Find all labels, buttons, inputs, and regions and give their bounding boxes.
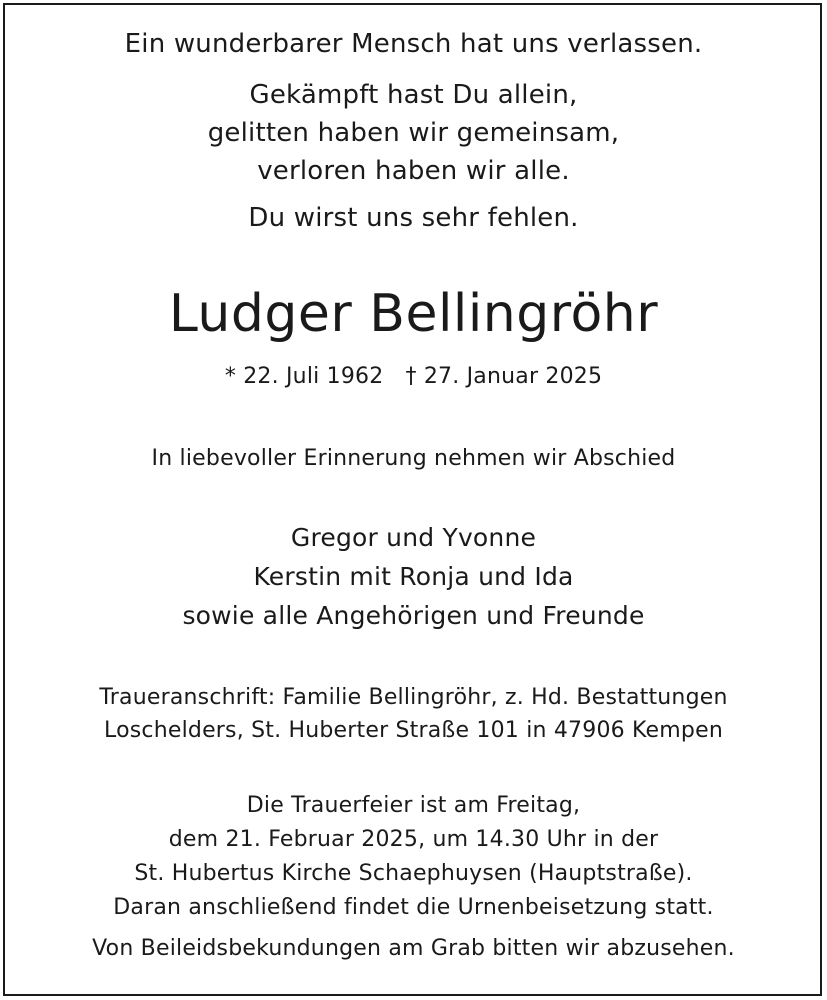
address-line-1: Traueranschrift: Familie Bellingröhr, z. Hd. Bestattungen: [99, 685, 728, 710]
ceremony-line-2: dem 21. Februar 2025, um 14.30 Uhr in der: [168, 827, 659, 852]
ceremony-line-4: Daran anschließend findet die Urnenbeisetzung statt.: [113, 895, 714, 920]
ceremony-line-1: Die Trauerfeier ist am Freitag,: [246, 793, 581, 818]
address-line-2: Loschelders, St. Huberter Straße 101 in 47906 Kempen: [104, 718, 723, 743]
verse-closing: Du wirst uns sehr fehlen.: [248, 203, 579, 233]
verse-line-1: Gekämpft hast Du allein,: [249, 80, 578, 110]
birth-date: * 22. Juli 1962: [224, 364, 384, 389]
verse-line-2: gelitten haben wir gemeinsam,: [207, 118, 620, 148]
farewell-line: In liebevoller Erinnerung nehmen wir Abschied: [151, 446, 676, 471]
death-date: † 27. Januar 2025: [405, 364, 603, 389]
verse-opening: Ein wunderbarer Mensch hat uns verlassen.: [124, 29, 703, 59]
mourner-line-2: Kerstin mit Ronja und Ida: [253, 562, 574, 591]
life-dates: [0, 364, 827, 389]
deceased-name: Ludger Bellingröhr: [168, 284, 659, 344]
verse-line-3: verloren haben wir alle.: [257, 156, 570, 186]
mourner-line-1: Gregor und Yvonne: [290, 523, 537, 552]
mourner-line-3: sowie alle Angehörigen und Freunde: [182, 601, 645, 630]
ceremony-line-3: St. Hubertus Kirche Schaephuysen (Hauptstraße).: [134, 861, 693, 886]
condolence-request: Von Beileidsbekundungen am Grab bitten wir abzusehen.: [92, 936, 735, 961]
